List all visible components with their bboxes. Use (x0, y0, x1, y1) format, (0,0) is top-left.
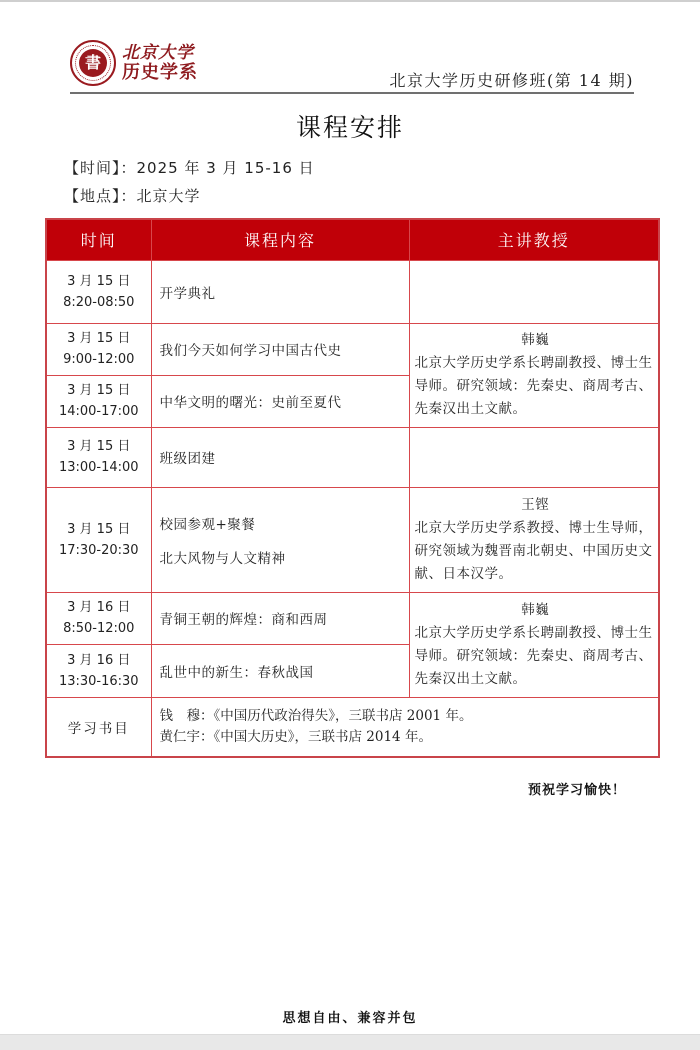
time-cell (46, 487, 151, 592)
professor-name: 王铿 (521, 496, 550, 513)
time-cell (46, 427, 151, 487)
date-text: 3 月 15 日 (67, 439, 131, 454)
column-header-time: 时间 (46, 219, 151, 260)
course-line-1: 校园参观+聚餐 (159, 516, 256, 533)
course-cell: 班级团建 (151, 427, 409, 487)
header-divider (70, 92, 634, 94)
top-edge (0, 0, 700, 2)
table-row (46, 427, 659, 487)
date-text: 3 月 16 日 (67, 652, 131, 668)
course-cell: 我们今天如何学习中国古代史 (151, 323, 409, 375)
professor-bio: 北京大学历史学系教授、博士生导师，研究领域为魏晋南北朝史、中国历史文献、日本汉学。 (414, 519, 653, 582)
course-line-2: 北大风物与人文精神 (159, 550, 286, 567)
professor-name: 韩巍 (521, 332, 550, 348)
course-cell: 开学典礼 (151, 260, 409, 323)
professor-name: 韩巍 (521, 601, 550, 618)
professor-cell (409, 427, 659, 487)
seal-icon (70, 40, 116, 86)
table-row (46, 260, 659, 323)
books-row (46, 697, 659, 757)
table-row (46, 323, 659, 375)
place-label: 【地点】： (64, 187, 137, 205)
page-title: 课程安排 (295, 113, 404, 142)
logo-line-1: 北京大学 (122, 43, 194, 63)
table-header-row (46, 219, 659, 260)
professor-bio: 北京大学历史学系长聘副教授、博士生导师。研究领域：先秦史、商周考古、先秦汉出土文献。 (414, 355, 653, 417)
logo-text (122, 43, 198, 83)
time-value: 2025 年 3 月 15-16 日 (136, 159, 315, 177)
professor-cell (409, 323, 659, 427)
bottom-edge (0, 1034, 700, 1050)
professor-cell (409, 592, 659, 697)
footer-motto: 思想自由、兼容并包 (282, 1011, 418, 1026)
time-cell (46, 260, 151, 323)
book-item: 钱 穆：《中国历代政治得失》，三联书店 2001 年。 (159, 707, 473, 724)
course-cell: 青铜王朝的辉煌：商和西周 (151, 592, 409, 644)
book-item: 黄仁宇：《中国大历史》，三联书店 2014 年。 (159, 728, 432, 745)
info-time (64, 157, 315, 178)
time-text: 13:30-16:30 (58, 673, 139, 689)
date-text: 3 月 15 日 (67, 383, 131, 398)
time-cell (46, 323, 151, 375)
info-place (64, 185, 201, 206)
seal-glyph: 書 (79, 49, 107, 77)
column-header-professor: 主讲教授 (409, 219, 659, 260)
time-cell (46, 375, 151, 427)
course-cell (151, 487, 409, 592)
time-text: 9:00-12:00 (63, 352, 135, 367)
date-text: 3 月 15 日 (67, 331, 131, 346)
date-text: 3 月 15 日 (67, 521, 131, 537)
professor-cell (409, 260, 659, 323)
books-cell (151, 697, 659, 757)
course-cell: 中华文明的曙光：史前至夏代 (151, 375, 409, 427)
schedule-table (45, 218, 660, 758)
date-text: 3 月 15 日 (67, 273, 131, 289)
time-text: 8:50-12:00 (63, 621, 135, 636)
logo-line-2: 历史学系 (122, 62, 198, 83)
date-text: 3 月 16 日 (67, 600, 131, 615)
time-text: 17:30-20:30 (58, 542, 139, 558)
time-cell (46, 644, 151, 697)
program-title: 北京大学历史研修班(第 14 期) (389, 71, 634, 90)
time-text: 14:00-17:00 (58, 404, 139, 419)
time-text: 13:00-14:00 (58, 460, 139, 475)
professor-cell (409, 487, 659, 592)
table-row (46, 592, 659, 644)
place-value: 北京大学 (136, 187, 201, 205)
time-label: 【时间】： (64, 159, 137, 177)
table-row (46, 487, 659, 592)
department-logo (70, 40, 198, 86)
time-text: 8:20-08:50 (63, 294, 135, 310)
column-header-course: 课程内容 (151, 219, 409, 260)
course-cell: 乱世中的新生：春秋战国 (151, 644, 409, 697)
time-cell (46, 592, 151, 644)
closing-wish: 预祝学习愉快！ (527, 783, 626, 798)
books-label: 学习书目 (46, 697, 151, 757)
professor-bio: 北京大学历史学系长聘副教授、博士生导师。研究领域：先秦史、商周考古、先秦汉出土文献。 (414, 624, 653, 687)
